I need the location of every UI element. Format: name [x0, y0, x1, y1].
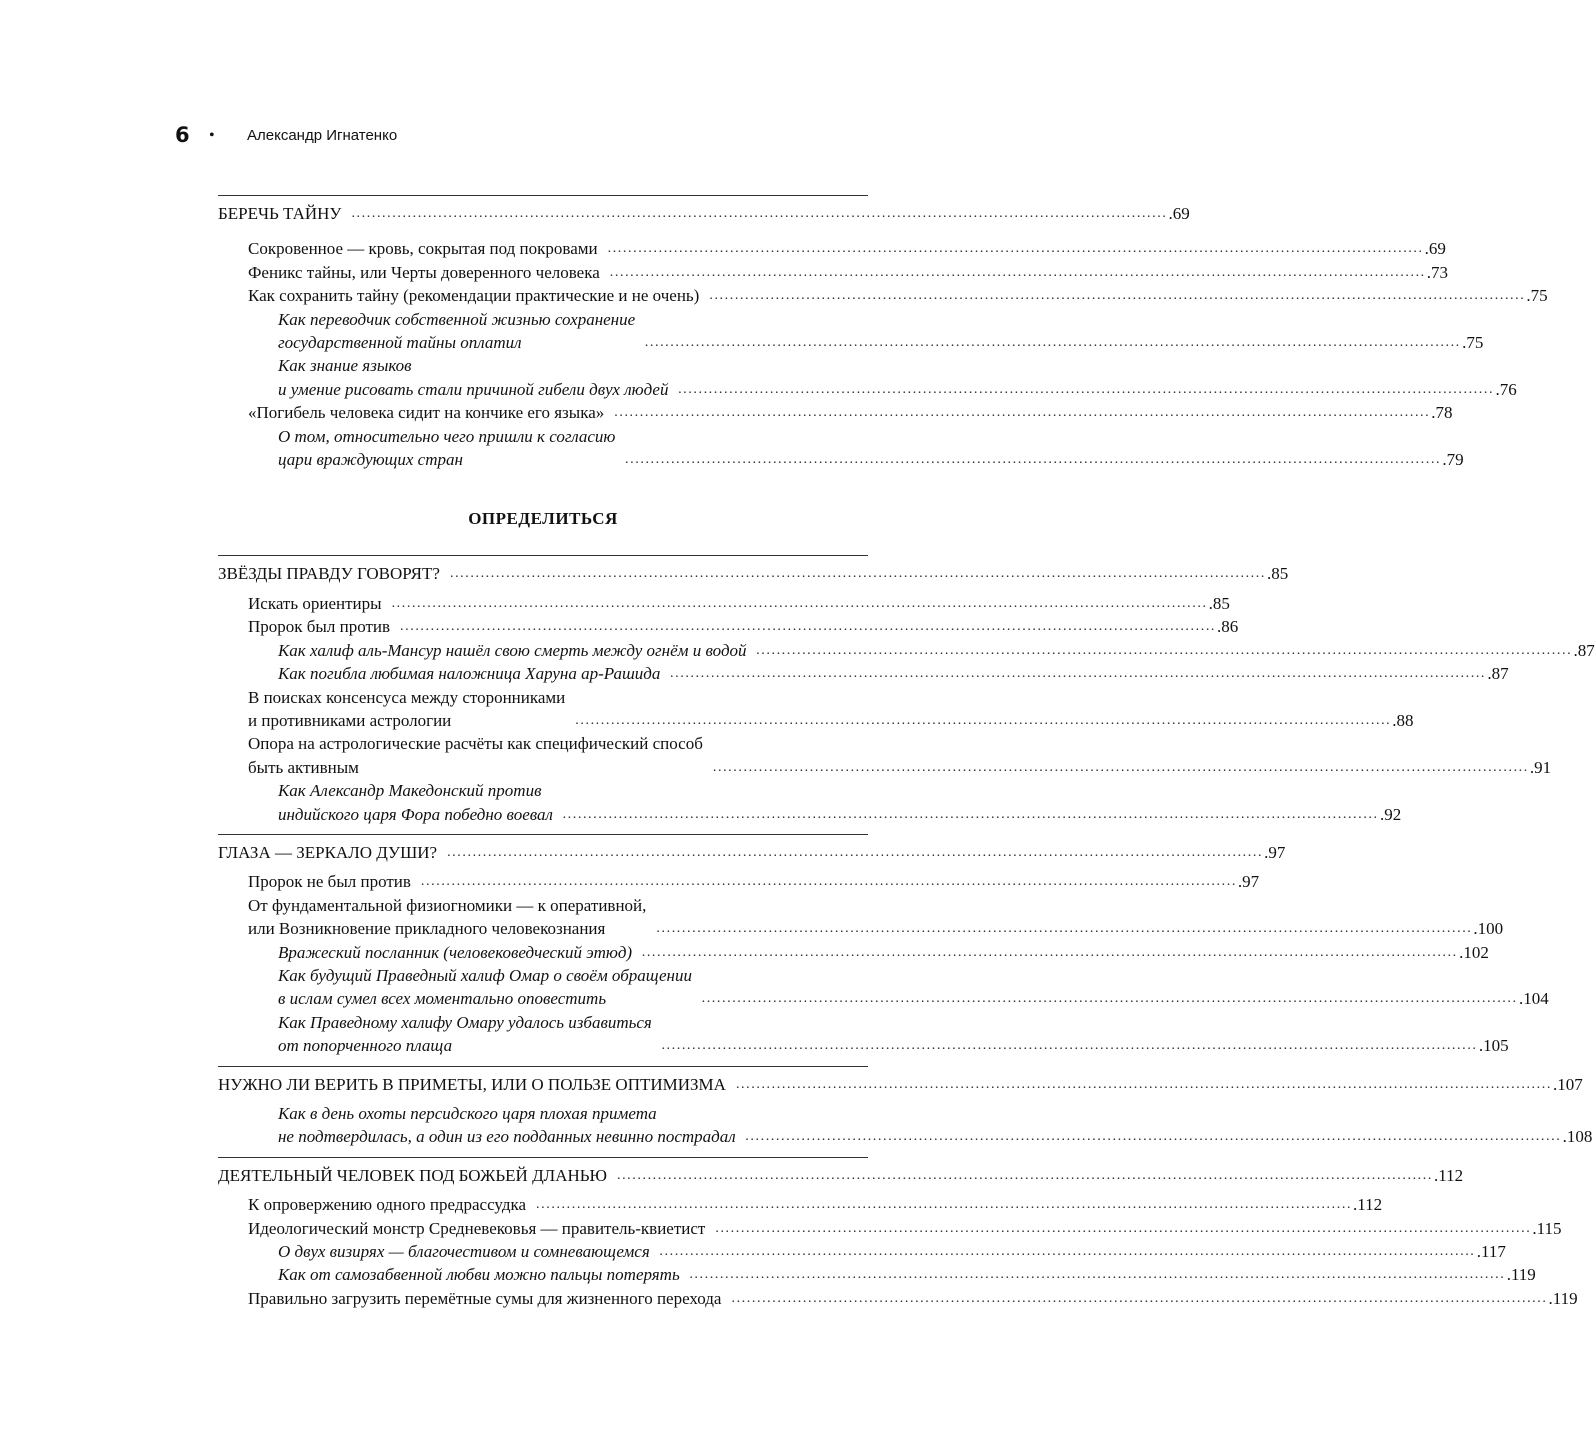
section-rule — [218, 1157, 868, 1158]
toc-subentry[interactable]: Как в день охоты персидского царя плохая примета не подтвердилась, а один из его подданных невинно пострадал ................................................................................................................................................................ .108 — [278, 1104, 1593, 1147]
section-rule — [218, 195, 868, 196]
toc-subentry[interactable]: Как погибла любимая наложница Харуна ар-Рашида ................................................................................................................................................................ .87 — [278, 664, 1509, 684]
toc-entry[interactable]: Пророк не был против ................................................................................................................................................................ .97 — [248, 872, 1260, 892]
toc-entry[interactable]: Как сохранить тайну (рекомендации практические и не очень) ................................................................................................................................................................ .75 — [248, 286, 1548, 306]
toc-section-title[interactable]: ДЕЯТЕЛЬНЫЙ ЧЕЛОВЕК ПОД БОЖЬЕЙ ДЛАНЬЮ ................................................................................................................................................................ .112 — [218, 1165, 1464, 1185]
page-number: 6 — [175, 123, 190, 147]
part-heading: ОПРЕДЕЛИТЬСЯ — [468, 509, 618, 529]
section-rule — [218, 1066, 868, 1067]
toc-entry[interactable]: К опровержению одного предрассудка ................................................................................................................................................................ .112 — [248, 1195, 1383, 1215]
toc-entry[interactable]: Феникс тайны, или Черты доверенного человека ................................................................................................................................................................ .73 — [248, 262, 1449, 282]
toc-subentry[interactable]: Как от самозабвенной любви можно пальцы потерять ................................................................................................................................................................ .119 — [278, 1265, 1536, 1285]
toc-section-title[interactable]: ЗВЁЗДЫ ПРАВДУ ГОВОРЯТ? ................................................................................................................................................................ .85 — [218, 564, 1289, 584]
toc-subentry[interactable]: Как Александр Македонский против индийского царя Фора победно воевал ................................................................................................................................................................ .92 — [278, 781, 1402, 824]
toc-entry[interactable]: Сокровенное — кровь, сокрытая под покровами ................................................................................................................................................................ .69 — [248, 239, 1446, 259]
toc-subentry[interactable]: Как Праведному халифу Омару удалось избавиться от попорченного плаща ................................................................................................................................................................ .105 — [278, 1012, 1509, 1056]
toc-subentry[interactable]: Вражеский посланник (человековедческий этюд) ................................................................................................................................................................ .102 — [278, 942, 1489, 962]
section-rule — [218, 834, 868, 835]
toc-section-title[interactable]: НУЖНО ЛИ ВЕРИТЬ В ПРИМЕТЫ, ИЛИ О ПОЛЬЗЕ ОПТИМИЗМА ................................................................................................................................................................ .107 — [218, 1074, 1583, 1094]
toc-subentry[interactable]: Как знание языков и умение рисовать стали причиной гибели двух людей ................................................................................................................................................................ .76 — [278, 356, 1517, 399]
toc-subentry[interactable]: Как халиф аль-Мансур нашёл свою смерть между огнём и водой ................................................................................................................................................................ .87 — [278, 640, 1595, 660]
section-rule — [218, 555, 868, 556]
toc-entry[interactable]: Искать ориентиры ................................................................................................................................................................ .85 — [248, 593, 1230, 613]
toc-section-title[interactable]: ГЛАЗА — ЗЕРКАЛО ДУШИ? ................................................................................................................................................................ .97 — [218, 842, 1286, 862]
toc-entry[interactable]: Идеологический монстр Средневековья — правитель-квиетист ................................................................................................................................................................ .115 — [248, 1218, 1562, 1238]
toc-subentry[interactable]: Как переводчик собственной жизнью сохранение государственной тайны оплатил ................................................................................................................................................................ .75 — [278, 309, 1484, 353]
table-of-contents — [218, 195, 1595, 1310]
toc-subentry[interactable]: Как будущий Праведный халиф Омар о своём обращении в ислам сумел всех моментально оповестить ................................................................................................................................................................ .104 — [278, 965, 1549, 1009]
toc-entry[interactable]: Опора на астрологические расчёты как специфический способ быть активным ................................................................................................................................................................ .91 — [248, 734, 1552, 777]
toc-subentry[interactable]: О том, относительно чего пришли к согласию цари враждующих стран ................................................................................................................................................................ .79 — [278, 426, 1464, 470]
toc-subentry[interactable]: О двух визирях — благочестивом и сомневающемся ................................................................................................................................................................ .117 — [278, 1242, 1506, 1262]
toc-entry[interactable]: Правильно загрузить перемётные сумы для жизненного перехода ................................................................................................................................................................ .119 — [248, 1288, 1578, 1308]
header-bullet: • — [209, 127, 215, 144]
toc-entry[interactable]: От фундаментальной физиогномики — к оперативной, или Возникновение прикладного человекознания ................................................................................................................................................................ .100 — [248, 895, 1504, 939]
toc-entry[interactable]: Пророк был против ................................................................................................................................................................ .86 — [248, 617, 1239, 637]
author-name: Александр Игнатенко — [247, 127, 398, 144]
toc-entry[interactable]: «Погибель человека сидит на кончике его языка» ................................................................................................................................................................ .78 — [248, 403, 1453, 423]
toc-section-title[interactable]: БЕРЕЧЬ ТАЙНУ ................................................................................................................................................................ .69 — [218, 204, 1190, 223]
toc-entry[interactable]: В поисках консенсуса между сторонниками и противниками астрологии ................................................................................................................................................................ .88 — [248, 687, 1414, 730]
